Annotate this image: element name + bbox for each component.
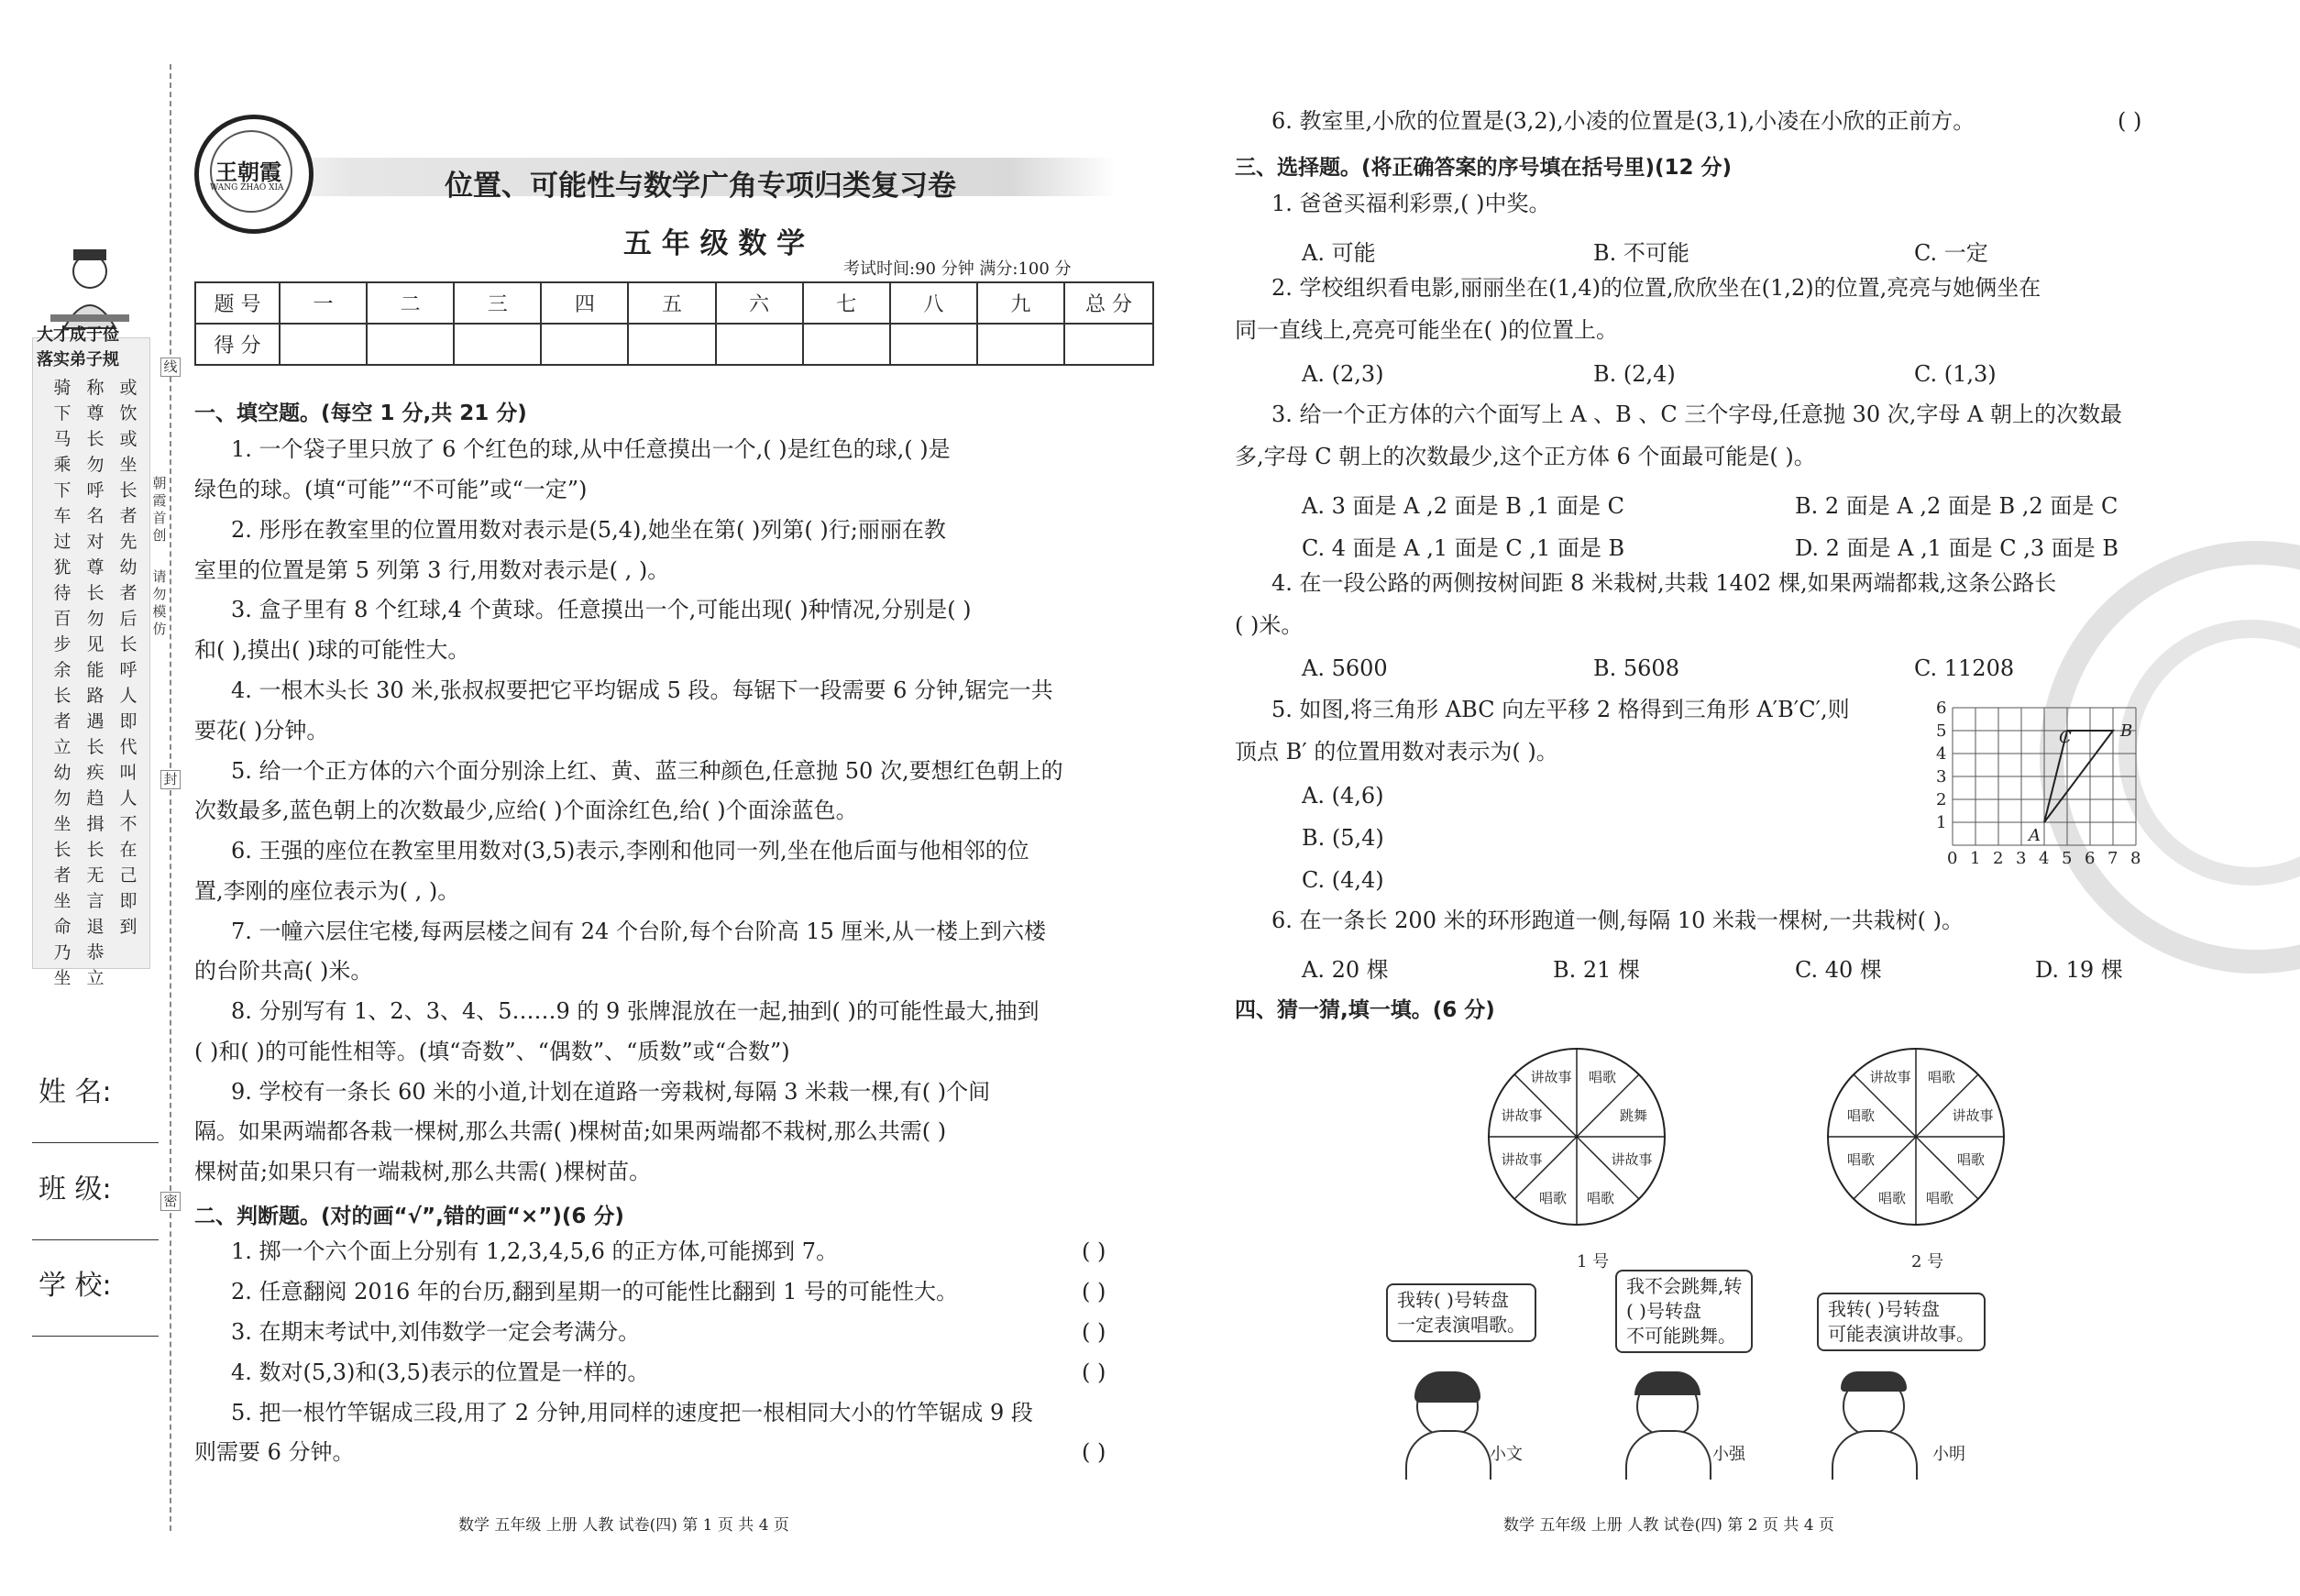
score-input[interactable] bbox=[716, 324, 803, 365]
s1-line: 次数最多,蓝色朝上的次数最少,应给( )个面涂红色,给( )个面涂蓝色。 bbox=[194, 798, 858, 823]
speech-bubble-1 bbox=[1386, 1283, 1536, 1342]
s1-line: 置,李刚的座位表示为( , )。 bbox=[194, 878, 460, 904]
wheel2-sector: 讲故事 bbox=[1952, 1107, 1994, 1124]
proverb-col-2: 称尊长勿呼名对尊长勿见能路遇长疾趋揖长无言退恭立 bbox=[86, 378, 105, 988]
publisher-logo bbox=[194, 115, 314, 234]
wheel1-sector: 跳舞 bbox=[1619, 1107, 1648, 1124]
cut-mark-1: 线 bbox=[160, 358, 181, 377]
score-cell: 五 bbox=[628, 282, 715, 324]
judge-item-4: 4. 数对(5,3)和(3,5)表示的位置是一样的。 bbox=[231, 1359, 650, 1385]
wheel1-sector: 唱歌 bbox=[1588, 1069, 1617, 1085]
judge-item-2: 2. 任意翻阅 2016 年的台历,翻到星期一的可能性比翻到 1 号的可能性大。 bbox=[231, 1279, 959, 1304]
q1-option-c[interactable]: C. 一定 bbox=[1914, 240, 1988, 266]
score-input[interactable] bbox=[280, 324, 367, 365]
spinner-wheel-1 bbox=[1485, 1045, 1668, 1228]
choice-q3: 3. 给一个正方体的六个面写上 A 、B 、C 三个字母,任意抛 30 次,字母 A 朝上的次数最 bbox=[1271, 402, 2123, 427]
score-table bbox=[194, 281, 1154, 366]
spinner-wheel-2 bbox=[1824, 1045, 2008, 1228]
judge-item-5: 5. 把一根竹竿锯成三段,用了 2 分钟,用同样的速度把一根相同大小的竹竿锯成 9 段 bbox=[231, 1400, 1033, 1425]
judge-item-3: 3. 在期末考试中,刘伟数学一定会考满分。 bbox=[231, 1319, 641, 1345]
score-cell: 七 bbox=[803, 282, 890, 324]
bubble2-line: 我不会跳舞,转 bbox=[1626, 1275, 1743, 1297]
seal-text-2: 请勿模仿 bbox=[152, 568, 167, 637]
q3-option-d[interactable]: D. 2 面是 A ,1 面是 C ,3 面是 B bbox=[1795, 535, 2119, 561]
kid-xiaoming-body bbox=[1832, 1430, 1918, 1480]
s1-line: 6. 王强的座位在教室里用数对(3,5)表示,李刚和他同一列,坐在他后面与他相邻的位 bbox=[231, 838, 1029, 864]
choice-q2-cont: 同一直线上,亮亮可能坐在( )的位置上。 bbox=[1235, 317, 1618, 343]
choice-q2: 2. 学校组织看电影,丽丽坐在(1,4)的位置,欣欣坐在(1,2)的位置,亮亮与她俩坐在 bbox=[1271, 275, 2041, 301]
choice-q3-cont: 多,字母 C 朝上的次数最少,这个正方体 6 个面最可能是( )。 bbox=[1235, 444, 1816, 469]
q4-option-a[interactable]: A. 5600 bbox=[1302, 655, 1388, 681]
page-subtitle: 五 年 级 数 学 bbox=[623, 227, 806, 260]
s1-line: 5. 给一个正方体的六个面分别涂上红、黄、蓝三种颜色,任意抛 50 次,要想红色朝上的 bbox=[231, 758, 1063, 784]
q6-option-b[interactable]: B. 21 棵 bbox=[1553, 957, 1641, 983]
coordinate-grid-figure bbox=[1898, 699, 2163, 868]
s1-line: 要花( )分钟。 bbox=[194, 718, 329, 743]
vertex-b: B bbox=[2120, 721, 2133, 741]
kid-xiaoqiang-head bbox=[1636, 1375, 1699, 1437]
y-tick: 5 bbox=[1936, 721, 1947, 741]
s1-line: ( )和( )的可能性相等。(填“奇数”、“偶数”、“质数”或“合数”) bbox=[194, 1039, 790, 1064]
school-label: 学 校: bbox=[39, 1270, 112, 1302]
score-cell: 九 bbox=[977, 282, 1064, 324]
choice-q4: 4. 在一段公路的两侧按树间距 8 米栽树,共栽 1402 棵,如果两端都栽,这条公路长 bbox=[1271, 570, 2057, 596]
kid-xiaoqiang-body bbox=[1625, 1430, 1711, 1480]
wheel1-sector: 讲故事 bbox=[1501, 1151, 1543, 1168]
q4-option-b[interactable]: B. 5608 bbox=[1593, 655, 1679, 681]
bubble3-line: 可能表演讲故事。 bbox=[1828, 1323, 1975, 1345]
kid-xiaoming-head bbox=[1843, 1375, 1905, 1437]
proverb-col-3: 或饮或坐长者先幼者后长呼人即代叫人不在己即到 bbox=[119, 378, 138, 937]
name-field[interactable] bbox=[32, 1142, 159, 1143]
judge-answer-1[interactable]: ( ) bbox=[1082, 1238, 1106, 1264]
q5-option-a[interactable]: A. (4,6) bbox=[1302, 783, 1384, 809]
wheel2-sector: 讲故事 bbox=[1869, 1069, 1911, 1085]
x-tick: 1 bbox=[1970, 849, 1981, 868]
y-tick: 1 bbox=[1936, 813, 1947, 832]
s1-line: 2. 彤彤在教室里的位置用数对表示是(5,4),她坐在第( )列第( )行;丽丽在教 bbox=[231, 517, 946, 543]
choice-q4-cont: ( )米。 bbox=[1235, 612, 1304, 638]
wheel1-label: 1 号 bbox=[1577, 1252, 1610, 1271]
score-label: 得 分 bbox=[195, 324, 280, 365]
x-tick: 7 bbox=[2107, 849, 2118, 868]
y-tick: 3 bbox=[1936, 767, 1947, 787]
proverb-banner-top: 大才成于俭 bbox=[37, 325, 119, 345]
page-title: 位置、可能性与数学广角专项归类复习卷 bbox=[445, 170, 956, 203]
judge-answer-6[interactable]: ( ) bbox=[2118, 108, 2142, 134]
wheel2-sector: 唱歌 bbox=[1925, 1190, 1954, 1206]
x-tick: 4 bbox=[2039, 849, 2050, 868]
x-tick: 3 bbox=[2016, 849, 2027, 868]
s1-line: 9. 学校有一条长 60 米的小道,计划在道路一旁栽树,每隔 3 米栽一棵,有( )个间 bbox=[231, 1079, 991, 1105]
s1-line: 8. 分别写有 1、2、3、4、5……9 的 9 张牌混放在一起,抽到( )的可能性最大,抽到 bbox=[231, 998, 1040, 1024]
wheel2-sector: 唱歌 bbox=[1956, 1151, 1986, 1168]
seal-text-1: 朝霞首创 bbox=[152, 475, 167, 544]
choice-q1: 1. 爸爸买福利彩票,( )中奖。 bbox=[1271, 191, 1551, 216]
q6-option-c[interactable]: C. 40 棵 bbox=[1795, 957, 1882, 983]
kid-xiaowen-body bbox=[1405, 1430, 1491, 1480]
bubble3-line: 我转( )号转盘 bbox=[1828, 1298, 1940, 1320]
section1-heading: 一、填空题。(每空 1 分,共 21 分) bbox=[194, 402, 527, 425]
s1-line: 3. 盒子里有 8 个红球,4 个黄球。任意摸出一个,可能出现( )种情况,分别是( ) bbox=[231, 597, 972, 622]
s1-line: 7. 一幢六层住宅楼,每两层楼之间有 24 个台阶,每个台阶高 15 厘米,从一楼上到六楼 bbox=[231, 919, 1047, 944]
score-input[interactable] bbox=[1064, 324, 1153, 365]
q2-option-a[interactable]: A. (2,3) bbox=[1302, 361, 1384, 387]
wheel1-sector: 唱歌 bbox=[1538, 1190, 1568, 1206]
vertex-a: A bbox=[2029, 826, 2041, 845]
score-cell: 一 bbox=[280, 282, 367, 324]
judge-item-6: 6. 教室里,小欣的位置是(3,2),小凌的位置是(3,1),小凌在小欣的正前方。 bbox=[1271, 108, 1975, 134]
judge-answer-2[interactable]: ( ) bbox=[1082, 1279, 1106, 1304]
score-cell: 题 号 bbox=[195, 282, 280, 324]
class-field[interactable] bbox=[32, 1239, 159, 1240]
q5-option-b[interactable]: B. (5,4) bbox=[1302, 825, 1384, 851]
s1-line: 绿色的球。(填“可能”“不可能”或“一定”) bbox=[194, 477, 588, 502]
score-header-row bbox=[195, 282, 1153, 324]
q5-option-c[interactable]: C. (4,4) bbox=[1302, 867, 1384, 893]
judge-item-5-cont: 则需要 6 分钟。 bbox=[194, 1439, 355, 1465]
wheel1-sector: 讲故事 bbox=[1501, 1107, 1543, 1124]
s1-line: 隔。如果两端都各栽一棵树,那么共需( )棵树苗;如果两端都不栽树,那么共需( ) bbox=[194, 1118, 947, 1144]
score-cell: 总 分 bbox=[1064, 282, 1153, 324]
cut-mark-3: 密 bbox=[160, 1192, 181, 1211]
y-tick: 6 bbox=[1936, 699, 1947, 718]
wheel2-sector: 唱歌 bbox=[1846, 1151, 1876, 1168]
q3-option-a[interactable]: A. 3 面是 A ,2 面是 B ,1 面是 C bbox=[1302, 493, 1625, 519]
bubble1-line: 我转( )号转盘 bbox=[1397, 1289, 1509, 1311]
section3-heading: 三、选择题。(将正确答案的序号填在括号里)(12 分) bbox=[1235, 156, 1733, 180]
wheel1-sector: 讲故事 bbox=[1611, 1151, 1653, 1168]
score-input-row bbox=[195, 324, 1153, 365]
choice-q5-cont: 顶点 B′ 的位置用数对表示为( )。 bbox=[1235, 739, 1558, 765]
section2-heading: 二、判断题。(对的画“√”,错的画“×”)(6 分) bbox=[194, 1205, 624, 1228]
score-cell: 四 bbox=[541, 282, 628, 324]
s1-line: 和( ),摸出( )球的可能性大。 bbox=[194, 637, 470, 663]
speech-bubble-2 bbox=[1615, 1270, 1753, 1353]
score-input[interactable] bbox=[541, 324, 628, 365]
score-cell: 六 bbox=[716, 282, 803, 324]
judge-answer-4[interactable]: ( ) bbox=[1082, 1359, 1106, 1385]
s1-line: 1. 一个袋子里只放了 6 个红色的球,从中任意摸出一个,( )是红色的球,( )是 bbox=[231, 436, 951, 462]
x-tick: 6 bbox=[2085, 849, 2096, 868]
kid-name-1: 小文 bbox=[1490, 1445, 1523, 1464]
proverb-col-1: 骑下马乘下车过犹待百步余长者立幼勿坐长者坐命乃坐 bbox=[53, 378, 72, 988]
q3-option-b[interactable]: B. 2 面是 A ,2 面是 B ,2 面是 C bbox=[1795, 493, 2118, 519]
scholar-illustration bbox=[32, 237, 149, 337]
score-cell: 二 bbox=[367, 282, 454, 324]
speech-bubble-3 bbox=[1817, 1293, 1986, 1351]
wheel2-sector: 唱歌 bbox=[1846, 1107, 1876, 1124]
score-input[interactable] bbox=[454, 324, 541, 365]
choice-q6: 6. 在一条长 200 米的环形跑道一侧,每隔 10 米栽一棵树,一共栽树( )。 bbox=[1271, 908, 1964, 933]
q3-option-c[interactable]: C. 4 面是 A ,1 面是 C ,1 面是 B bbox=[1302, 535, 1625, 561]
cut-mark-2: 封 bbox=[160, 770, 181, 789]
kid-name-3: 小明 bbox=[1932, 1445, 1965, 1464]
wheel2-label: 2 号 bbox=[1911, 1252, 1944, 1271]
x-tick: 0 bbox=[1947, 849, 1958, 868]
score-input[interactable] bbox=[367, 324, 454, 365]
choice-q5: 5. 如图,将三角形 ABC 向左平移 2 格得到三角形 A′B′C′,则 bbox=[1271, 697, 1850, 722]
q2-option-c[interactable]: C. (1,3) bbox=[1914, 361, 1997, 387]
footer-right: 数学 五年级 上册 人教 试卷(四) 第 2 页 共 4 页 bbox=[1503, 1516, 1834, 1535]
kid-xiaowen-head bbox=[1416, 1375, 1479, 1437]
q2-option-b[interactable]: B. (2,4) bbox=[1593, 361, 1676, 387]
proverb-panel bbox=[32, 325, 150, 988]
score-cell: 三 bbox=[454, 282, 541, 324]
bubble2-line: 不可能跳舞。 bbox=[1626, 1325, 1736, 1347]
logo-text: 王朝霞 bbox=[215, 159, 281, 185]
wheel2-sector: 唱歌 bbox=[1927, 1069, 1956, 1085]
name-label: 姓 名: bbox=[39, 1076, 112, 1108]
exam-info: 考试时间:90 分钟 满分:100 分 bbox=[843, 259, 1072, 279]
wheel1-sector: 唱歌 bbox=[1586, 1190, 1615, 1206]
score-input[interactable] bbox=[890, 324, 977, 365]
y-tick: 2 bbox=[1936, 790, 1947, 809]
x-tick: 2 bbox=[1993, 849, 2004, 868]
x-tick: 8 bbox=[2130, 849, 2141, 868]
footer-left: 数学 五年级 上册 人教 试卷(四) 第 1 页 共 4 页 bbox=[458, 1516, 789, 1535]
score-input[interactable] bbox=[977, 324, 1064, 365]
s1-line: 室里的位置是第 5 列第 3 行,用数对表示是( , )。 bbox=[194, 557, 670, 583]
class-label: 班 级: bbox=[39, 1173, 112, 1205]
q1-option-a[interactable]: A. 可能 bbox=[1302, 240, 1376, 266]
q4-option-c[interactable]: C. 11208 bbox=[1914, 655, 2015, 681]
judge-answer-3[interactable]: ( ) bbox=[1082, 1319, 1106, 1345]
score-input[interactable] bbox=[628, 324, 715, 365]
s1-line: 4. 一根木头长 30 米,张叔叔要把它平均锯成 5 段。每锯下一段需要 6 分钟,锯完一共 bbox=[231, 677, 1053, 703]
kid-name-2: 小强 bbox=[1712, 1445, 1745, 1464]
section4-heading: 四、猜一猜,填一填。(6 分) bbox=[1235, 998, 1495, 1022]
wheel2-sector: 唱歌 bbox=[1877, 1190, 1907, 1206]
proverb-banner-bottom: 落实弟子规 bbox=[37, 350, 119, 369]
score-input[interactable] bbox=[803, 324, 890, 365]
school-field[interactable] bbox=[32, 1336, 159, 1337]
wheel1-sector: 讲故事 bbox=[1530, 1069, 1572, 1085]
s1-line: 棵树苗;如果只有一端栽树,那么共需( )棵树苗。 bbox=[194, 1159, 652, 1184]
y-tick: 4 bbox=[1936, 744, 1947, 764]
x-tick: 5 bbox=[2062, 849, 2073, 868]
judge-answer-5[interactable]: ( ) bbox=[1082, 1439, 1106, 1465]
s1-line: 的台阶共高( )米。 bbox=[194, 958, 373, 984]
judge-item-1: 1. 掷一个六个面上分别有 1,2,3,4,5,6 的正方体,可能掷到 7。 bbox=[231, 1238, 839, 1264]
bubble2-line: ( )号转盘 bbox=[1626, 1300, 1701, 1322]
q6-option-d[interactable]: D. 19 棵 bbox=[2035, 957, 2123, 983]
score-cell: 八 bbox=[890, 282, 977, 324]
bubble1-line: 一定表演唱歌。 bbox=[1397, 1314, 1525, 1336]
logo-sub: WANG ZHAO XIA bbox=[210, 183, 284, 193]
q6-option-a[interactable]: A. 20 棵 bbox=[1302, 957, 1389, 983]
q1-option-b[interactable]: B. 不可能 bbox=[1593, 240, 1689, 266]
vertex-c: C bbox=[2059, 728, 2072, 747]
binding-cut-line bbox=[170, 64, 171, 1531]
